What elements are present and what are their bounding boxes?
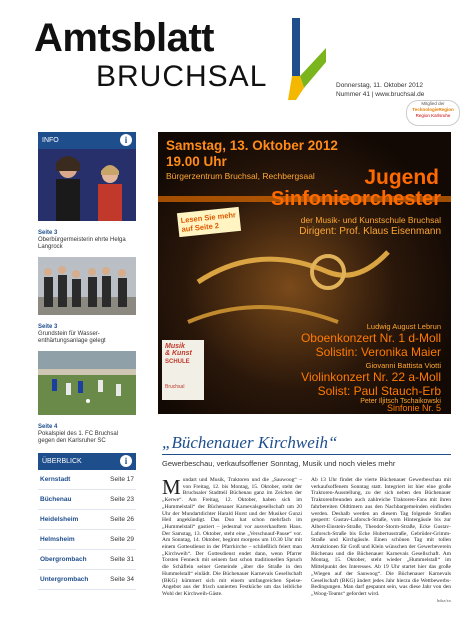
badge-line2: TechnologieRegion [412,107,454,112]
poster-date: Samstag, 13. Oktober 2012 [166,138,338,153]
overview-name: Kernstadt [40,476,71,483]
article-headline: „Büchenauer Kirchweih“ [162,433,338,452]
overview-page: Seite 17 [110,476,134,483]
concert-poster[interactable] [158,132,451,414]
info-icon: i [120,455,132,467]
work-1: Oboenkonzert Nr. 1 d-Moll [300,331,441,345]
issue-date: Donnerstag, 11. Oktober 2012 [336,82,423,89]
logo-line3: SCHULE [165,359,190,365]
overview-label: ÜBERBLICK [42,458,82,465]
article-subheadline: Gewerbeschau, verkaufsoffener Sonntag, Musik und noch vieles mehr [162,459,396,468]
overview-page: Seite 29 [110,536,134,543]
poster-title-1: Jugend [364,166,439,189]
photo-groundbreaking [38,257,136,315]
caption-1-text: Oberbürgermeisterin ehrte Helga Langrock [38,237,126,250]
overview-name: Büchenau [40,496,72,503]
info-header [38,132,136,149]
technologieregion-badge [406,100,460,126]
masthead-title: Amtsblatt [34,16,214,60]
caption-3 [38,424,136,445]
article-column-1 [162,477,302,598]
caption-2-text: Grundstein für Wasser-enthärtungsanlage gelegt [38,331,106,344]
read-more-sticker[interactable]: Lesen Sie mehr auf Seite 2 [177,207,241,237]
info-label: INFO [42,137,59,144]
soloist-2: Solist: Paul Stauch-Erb [317,384,441,398]
logo-line1: Musik [165,343,185,350]
work-2: Violinkonzert Nr. 22 a-Moll [301,370,441,384]
info-icon: i [120,134,132,146]
caption-2-page[interactable]: Seite 3 [38,324,58,330]
overview-row[interactable] [38,470,136,490]
logo-line2: & Kunst [165,350,192,357]
caption-1 [38,230,136,251]
badge-line1: Mitglied der [421,101,445,106]
caption-3-page[interactable]: Seite 4 [38,424,58,430]
caption-3-text: Pokalspiel des 1. FC Bruchsal gegen den Karlsruher SC [38,431,119,444]
overview-row[interactable] [38,550,136,570]
issue-number: Nummer 41 | www.bruchsal.de [336,91,425,98]
poster-school: der Musik- und Kunstschule Bruchsal [300,215,441,225]
music-school-logo [162,340,204,400]
photo-award-ceremony [38,149,136,221]
overview-page: Seite 26 [110,516,134,523]
overview-page: Seite 31 [110,556,134,563]
logo-city: Bruchsal [165,384,185,390]
overview-row[interactable] [38,570,136,590]
overview-name: Heidelsheim [40,516,79,523]
overview-box [38,453,136,590]
caption-2 [38,324,136,345]
bruchsal-logo-icon [286,18,326,100]
article-column-2 [311,477,451,604]
poster-conductor: Dirigent: Prof. Klaus Eisenmann [299,226,441,237]
overview-name: Helmsheim [40,536,75,543]
poster-title-2: Sinfonieorchester [270,188,441,210]
headline-divider [162,454,451,455]
work-3: Sinfonie Nr. 5 [386,403,441,413]
composer-2: Giovanni Battista Viotti [365,361,441,370]
overview-name: Untergrombach [40,576,89,583]
photo-football-match [38,351,136,415]
overview-row[interactable] [38,510,136,530]
poster-venue: Bürgerzentrum Bruchsal, Rechbergsaal [166,171,315,181]
article-signature: hdsz/xx [437,597,451,603]
drop-cap: M [162,475,181,499]
article-column-2-text: Ab 13 Uhr findet die vierte Büchenauer Gewerbeschau mit verkaufsoffenem Sonntag statt. Integriert ist hier eine große Traktoren-Ausstellung, zu der sich neben den Büchenauer Traktorenfreunden auch zahlreiche Traktoren-Fans mit ihren fahrbereiten Oldtimern aus den Nachbargemeinden einfinden werden. Deshalb werden an diesem Tag folgende Straßen gesperrt: Gustav-Laforsch-Straße, vom Hintergässle bis zur Albert-Einstein-Straße, Theodor-Storm-Straße, Ecke Gustav-Laforsch-Straße bis Ecke Hubertusstraße, Gebrüder-Grimm-Straße und Kirchgässle. Einen schönen Tag mit tollen Attraktionen für Groß und Klein wünschen der Gewerbeverein Büchenau und die Büchenauer Karnevals Gesellschaft. Am Montag, 15. Oktober, steht wieder „Hummelstall“ im Mittelpunkt des Interesses. Ab 19 Uhr startet hier das große „Wiegen auf der Sauwoog“. Die Büchenauer Karnevals Gesellschaft (BKG) ändert jedes Jahr hierzu die Wettbewerbs-Bedingungen. Man darf gespannt sein, was diese Jahr von den „Woog-Teams“ gefordert wird. [311,477,451,597]
composer-1: Ludwig August Lebrun [366,322,441,331]
overview-row[interactable] [38,530,136,550]
sidebar [38,132,136,590]
composer-3: Peter Iljitsch Tschaikowski [360,398,441,405]
masthead-subtitle: BRUCHSAL [96,60,268,93]
overview-page: Seite 23 [110,496,134,503]
badge-line3: Region Karlsruhe [415,113,451,118]
overview-page: Seite 34 [110,576,134,583]
overview-header [38,453,136,470]
overview-name: Obergrombach [40,556,87,563]
soloist-1: Solistin: Veronika Maier [315,345,441,359]
article-column-1-text: undart und Musik, Traktoren und die „Sauwoog“ – von Freitag, 12. bis Montag, 15. Oktober, steht der Bruchsaler Stadtteil Büchenau ganz im Zeichen der „Kerwe“. Am Freitag, 12. Oktober, haben sich im „Hummelstall“ der Büchenauer Karnevalsgesellschaft um 20 Uhr der Mundartdichter Harald Hurst und der Musiker Gunzi Heil angekündigt. Das Duo hat schon mehrfach im „Hummelstall“ gastiert – jedesmal vor ausverkauftem Haus. Der Samstag, 13. Oktober, steht eine „Verschnauf-Pause“ vor. Am Sonntag, 14. Oktober, beginnt morgens um 10.30 Uhr mit einem Gottesdienst in der Pfarrkirche – schließlich feiert man „Kirchweih“. Der Gottesdienst endet dann, wenn Pfarrer Torsten Fenneck mit seinem fast schon traditionellen Spruch die Schäflein seiner Gemeinde „über die Straße in den Hummelstall“ einlädt. Die Büchenauer Karnevals Gesellschaft (BKG) kümmert sich mit einem umfangreichen Speise-Angebot aus der frisch sanierten Festküche um das leibliche Wohl der Kirchweih-Gäste. [162,477,302,597]
overview-row[interactable] [38,490,136,510]
caption-1-page[interactable]: Seite 3 [38,230,58,236]
poster-time: 19.00 Uhr [166,154,227,169]
